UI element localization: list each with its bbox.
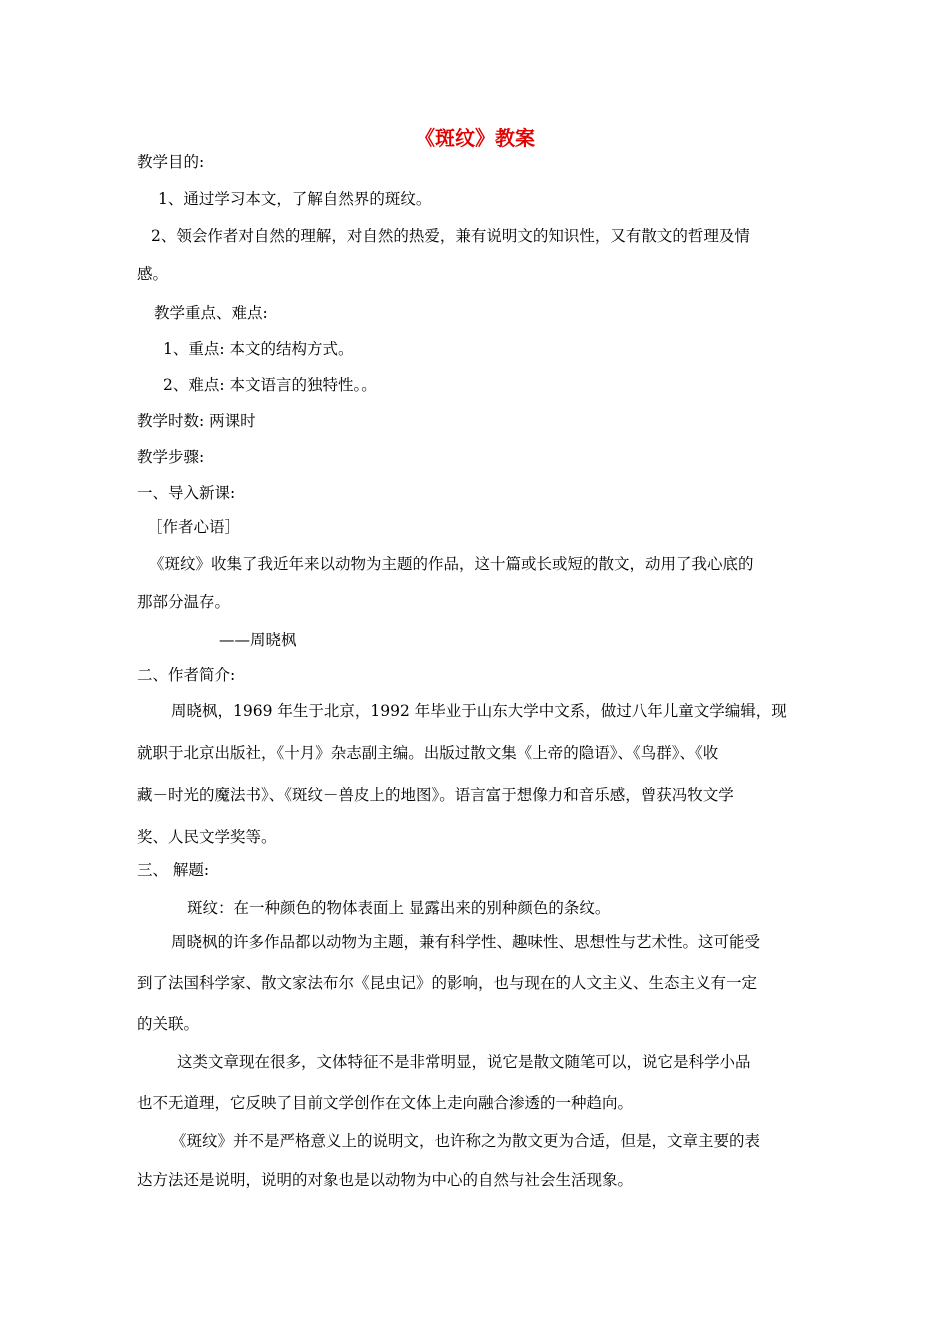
title-definition: 斑纹：在一种颜色的物体表面上 显露出来的别种颜色的条纹。 xyxy=(187,899,611,917)
heading-teaching-steps: 教学步骤: xyxy=(137,448,205,466)
author-note-label: ［作者心语］ xyxy=(147,518,241,536)
section-2-heading: 二、作者简介: xyxy=(137,666,236,684)
analysis-para-1-line-2: 到了法国科学家、散文家法布尔《昆虫记》的影响，也与现在的人文主义、生态主义有一定 xyxy=(137,974,758,992)
author-bio-line-4: 奖、人民文学奖等。 xyxy=(137,828,277,846)
author-quote-continued: 那部分温存。 xyxy=(137,593,231,611)
section-3-heading: 三、 解题: xyxy=(137,861,210,879)
key-point-1: 1、重点: 本文的结构方式。 xyxy=(163,340,354,358)
goal-item-2: 2、领会作者对自然的理解，对自然的热爱，兼有说明文的知识性，又有散文的哲理及情 xyxy=(151,227,750,245)
analysis-para-3-line-1: 《斑纹》并不是严格意义上的说明文，也许称之为散文更为合适，但是，文章主要的表 xyxy=(171,1132,761,1150)
analysis-para-2-line-1: 这类文章现在很多，文体特征不是非常明显，说它是散文随笔可以，说它是科学小品 xyxy=(177,1053,751,1071)
analysis-para-3-line-2: 达方法还是说明，说明的对象也是以动物为中心的自然与社会生活现象。 xyxy=(137,1171,634,1189)
heading-teaching-goals: 教学目的: xyxy=(137,153,205,171)
author-quote: 《斑纹》收集了我近年来以动物为主题的作品，这十篇或长或短的散文，动用了我心底的 xyxy=(149,555,754,573)
key-point-2: 2、难点: 本文语言的独特性。。 xyxy=(163,376,377,394)
goal-item-2-continued: 感。 xyxy=(137,265,169,283)
author-bio-line-3: 藏－时光的魔法书》、《斑纹－兽皮上的地图》。语言富于想像力和音乐感，曾获冯牧文学 xyxy=(137,786,734,804)
goal-item-1: 1、通过学习本文，了解自然界的斑纹。 xyxy=(158,190,432,208)
author-bio-line-2: 就职于北京出版社，《十月》杂志副主编。出版过散文集《上帝的隐语》、《鸟群》、《收 xyxy=(137,744,719,762)
author-bio-line-1: 周晓枫，1969 年生于北京，1992 年毕业于山东大学中文系，做过八年儿童文学编辑，现 xyxy=(171,702,787,720)
teaching-hours: 教学时数: 两课时 xyxy=(137,412,256,430)
analysis-para-2-line-2: 也不无道理，它反映了目前文学创作在文体上走向融合渗透的一种趋向。 xyxy=(137,1094,634,1112)
analysis-para-1-line-3: 的关联。 xyxy=(137,1015,200,1033)
analysis-para-1-line-1: 周晓枫的许多作品都以动物为主题，兼有科学性、趣味性、思想性与艺术性。这可能受 xyxy=(171,933,761,951)
heading-key-points: 教学重点、难点: xyxy=(154,304,268,322)
section-1-heading: 一、导入新课: xyxy=(137,484,236,502)
quote-attribution: ——周晓枫 xyxy=(219,631,297,649)
document-title: 《斑纹》教案 xyxy=(415,126,535,150)
